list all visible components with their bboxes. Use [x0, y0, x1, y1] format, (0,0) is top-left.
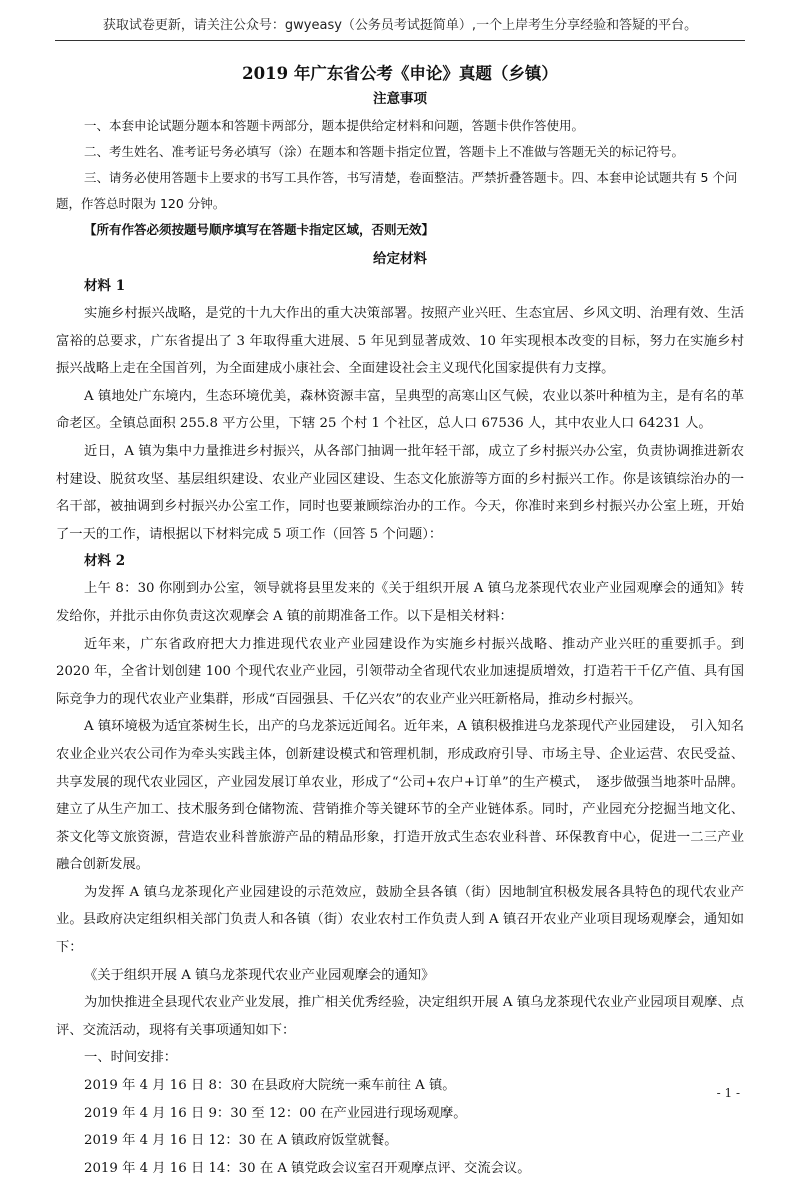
schedule-item: 2019 年 4 月 16 日 14：30 在 A 镇党政会议室召开观摩点评、交流会议。 — [84, 1160, 531, 1176]
schedule-item: 2019 年 4 月 16 日 8：30 在县政府大院统一乘车前往 A 镇。 — [84, 1078, 456, 1094]
notice-item: 三、请务必使用答题卡上要求的书写工具作答，书写清楚，卷面整洁。严禁折叠答题卡。四、本套申论试题共有 5 个问题，作答总时限为 120 分钟。 — [56, 170, 738, 211]
paragraph: A 镇环境极为适宜茶树生长，出产的乌龙茶远近闻名。近年来，A 镇积极推进乌龙茶现代产业园建设， 引入知名农业企业兴农公司作为牵头实践主体，创新建设模式和管理机制，形成政府引导、市场主导、企业运营、农民受益、共享发展的现代农业园区，产业园发展订单农业，形成了“公司+农户+订单”的生产模式， 逐步做强当地茶叶品牌。建立了从生产加工、技术服务到仓储物流、营销推介等关键环节的全产业链体系。同时，产业园充分挖掘当地文化、茶文化等文旅资源，营造农业科普旅游产品的精品形象，打造开放式生态农业科普、环保教育中心，促进一二三产业融合创新发展。 — [56, 719, 744, 873]
document-body — [56, 56, 744, 1182]
page-number: - 1 - — [716, 1086, 740, 1100]
notice-title: 注意事项 — [373, 91, 427, 107]
schedule-heading: 一、时间安排： — [84, 1050, 178, 1066]
section-title: 给定材料 — [373, 251, 427, 267]
notice-document-title: 《关于组织开展 A 镇乌龙茶现代农业产业园观摩会的通知》 — [84, 967, 435, 983]
paragraph: 为加快推进全县现代农业产业发展，推广相关优秀经验，决定组织开展 A 镇乌龙茶现代农业产业园项目观摩、点评、交流活动，现将有关事项通知如下： — [56, 995, 744, 1038]
paragraph: 近年来，广东省政府把大力推进现代农业产业园建设作为实施乡村振兴战略、推动产业兴旺的重要抓手。到 2020 年，全省计划创建 100 个现代农业产业园，引领带动全省现代农业加速提质增效，打造若干千亿产值、具有国际竞争力的现代农业产业集群，形成“百园强县、千亿兴农”的农业产业兴旺新格局，推动乡村振兴。 — [56, 636, 744, 707]
paragraph: 为发挥 A 镇乌龙茶现化产业园建设的示范效应，鼓励全县各镇（街）因地制宜积极发展各具特色的现代农业产业。县政府决定组织相关部门负责人和各镇（街）农业农村工作负责人到 A 镇召开农业产业项目现场观摩会，通知如下： — [56, 884, 744, 956]
paragraph: 实施乡村振兴战略，是党的十九大作出的重大决策部署。按照产业兴旺、生态宜居、乡风文明、治理有效、生活富裕的总要求，广东省提出了 3 年取得重大进展、5 年见到显著成效、10 年实现根本改变的目标，努力在实施乡村振兴战略上走在全国首列，为全面建成小康社会、全面建设社会主义现代化国家提供有力支撑。 — [56, 306, 744, 377]
page-header — [0, 0, 800, 40]
notice-warning: 【所有作答必须按题号顺序填写在答题卡指定区域，否则无效】 — [84, 222, 435, 237]
notice-item: 一、本套申论试题分题本和答题卡两部分，题本提供给定材料和问题，答题卡供作答使用。 — [84, 118, 585, 133]
paragraph: A 镇地处广东境内，生态环境优美，森林资源丰富，呈典型的高寒山区气候，农业以茶叶种植为主，是有名的革命老区。全镇总面积 255.8 平方公里，下辖 25 个村 1 个社区，总人口 67536 人，其中农业人口 64231 人。 — [56, 388, 744, 432]
schedule-item: 2019 年 4 月 16 日 12：30 在 A 镇政府饭堂就餐。 — [84, 1133, 398, 1149]
notice-item: 二、考生姓名、准考证号务必填写（涂）在题本和答题卡指定位置，答题卡上不准做与答题无关的标记符号。 — [84, 144, 685, 159]
header-divider — [55, 40, 745, 41]
document-title: 2019 年广东省公考《申论》真题（乡镇） — [242, 64, 558, 83]
header-notice: 获取试卷更新，请关注公众号：gwyeasy（公务员考试挺简单）,一个上岸考生分享经验和答疑的平台。 — [102, 18, 698, 33]
paragraph: 上午 8：30 你刚到办公室，领导就将县里发来的《关于组织开展 A 镇乌龙茶现代农业产业园观摩会的通知》转发给你，并批示由你负责这次观摩会 A 镇的前期准备工作。以下是相关材料： — [56, 581, 744, 624]
material-2-title: 材料 2 — [84, 553, 126, 570]
paragraph: 近日，A 镇为集中力量推进乡村振兴，从各部门抽调一批年轻干部，成立了乡村振兴办公室，负责协调推进新农村建设、脱贫攻坚、基层组织建设、农业产业园区建设、生态文化旅游等方面的乡村振兴工作。你是该镇综治办的一名干部，被抽调到乡村振兴办公室工作，同时也要兼顾综治办的工作。今天，你准时来到乡村振兴办公室上班，开始了一天的工作，请根据以下材料完成 5 项工作（回答 5 个问题）： — [56, 443, 744, 542]
material-1-title: 材料 1 — [84, 278, 126, 294]
schedule-item: 2019 年 4 月 16 日 9：30 至 12：00 在产业园进行现场观摩。 — [84, 1105, 467, 1121]
